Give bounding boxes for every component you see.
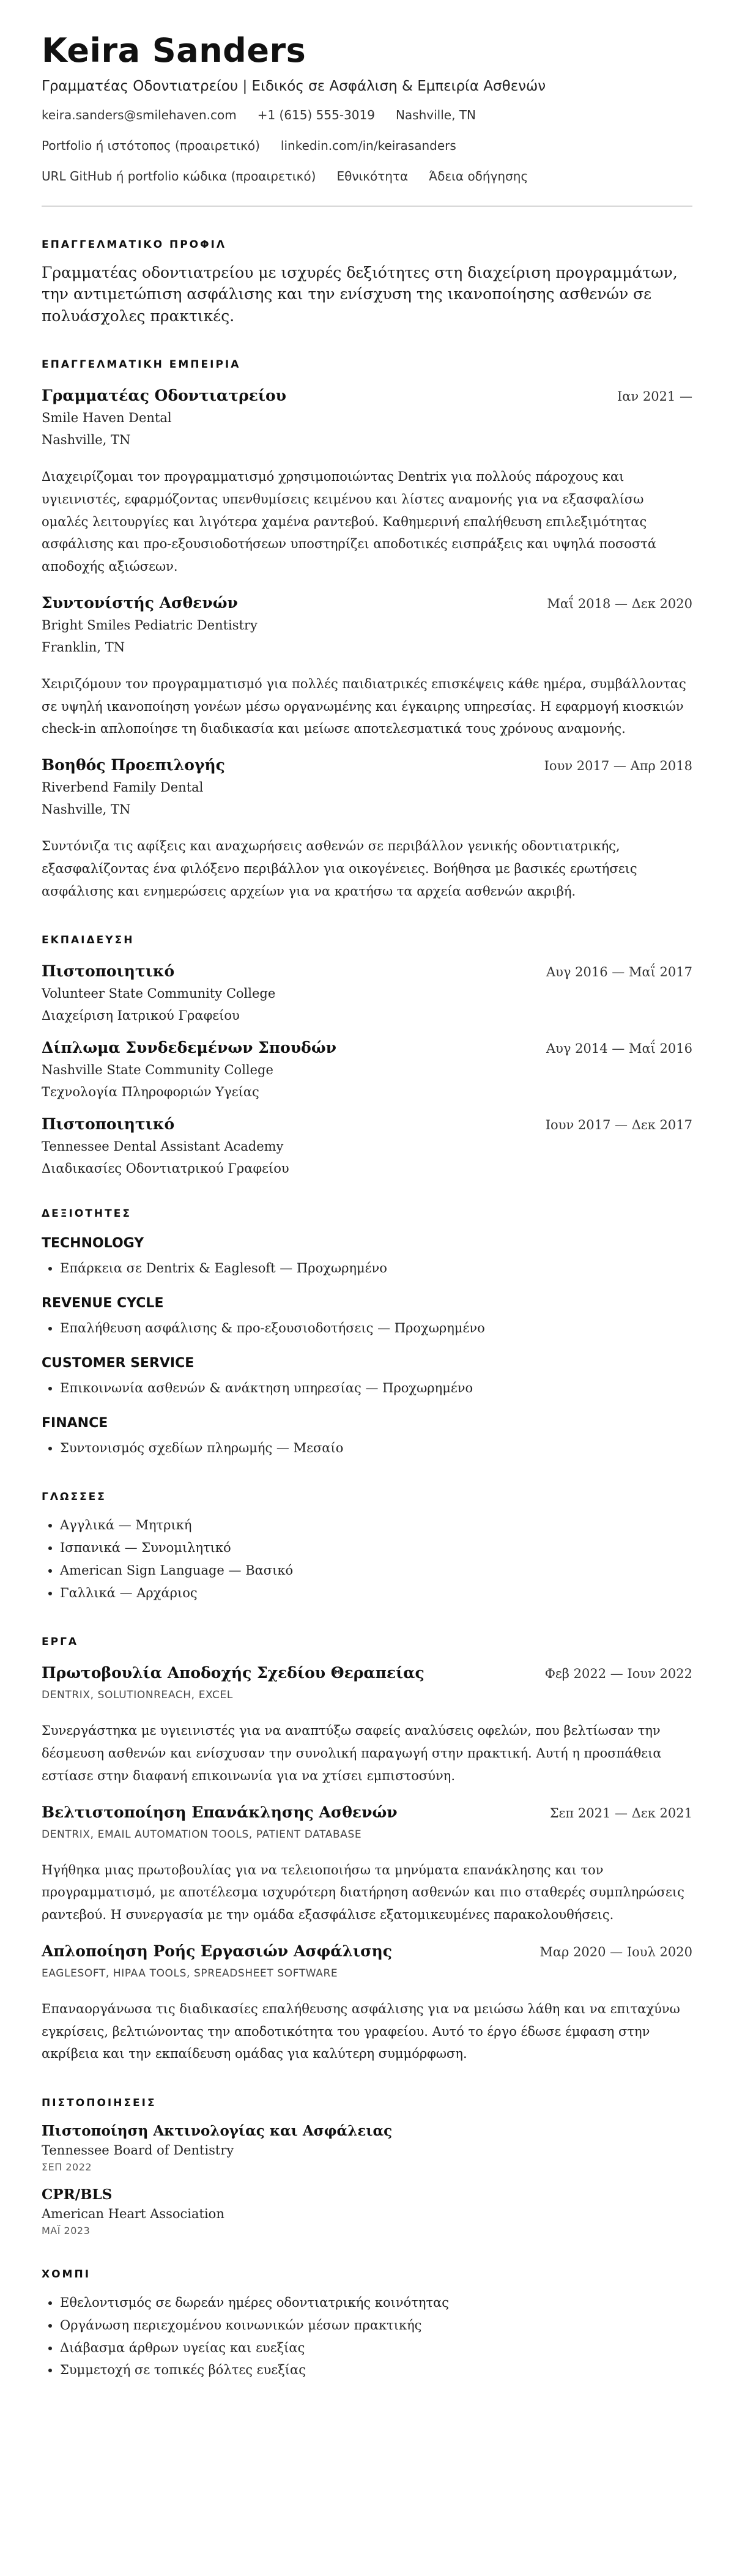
languages-heading: ΓΛΩΣΣΕΣ: [42, 1491, 106, 1504]
experience-entry: [42, 594, 692, 740]
hobby-item: • Οργάνωση περιεχομένου κοινωνικών μέσων πρακτικής: [60, 2314, 692, 2337]
job-location: Franklin, TN: [42, 639, 125, 655]
job-company: Smile Haven Dental: [42, 410, 172, 426]
certification-issuer: Tennessee Board of Dentistry: [42, 2143, 234, 2158]
education-date: Ιουν 2017 — Δεκ 2017: [545, 1118, 692, 1133]
certifications-section: [42, 2097, 692, 2236]
header-divider: [42, 206, 692, 207]
skill-category: CUSTOMER SERVICE: [42, 1355, 195, 1371]
experience-section: [42, 358, 692, 902]
skill-category: FINANCE: [42, 1415, 108, 1431]
hobbies-heading: ΧΟΜΠΙ: [42, 2268, 91, 2281]
field-of-study: Διαδικασίες Οδοντιατρικού Γραφείου: [42, 1161, 289, 1176]
certification-date: ΜΑΪ 2023: [42, 2225, 91, 2237]
projects-section: [42, 1636, 692, 2065]
job-date: Ιουν 2017 — Απρ 2018: [544, 759, 692, 774]
certification-date: ΣΕΠ 2022: [42, 2161, 92, 2173]
project-name: Πρωτοβουλία Αποδοχής Σχεδίου Θεραπείας: [42, 1664, 424, 1682]
job-date: Μαΐ 2018 — Δεκ 2020: [547, 596, 692, 611]
candidate-headline: Γραμματέας Οδοντιατρείου | Ειδικός σε Ασφάλιση & Εμπειρία Ασθενών: [42, 78, 546, 94]
degree-title: Πιστοποιητικό: [42, 1115, 175, 1134]
job-title: Γραμματέας Οδοντιατρείου: [42, 387, 287, 405]
profile-summary: Γραμματέας οδοντιατρείου με ισχυρές δεξιότητες στη διαχείριση προγραμμάτων, την αντιμετώπιση ασφάλισης και την ενίσχυση της ικανοποίησης ασθενών σε πολυάσχολες πρακτικές.: [42, 263, 678, 325]
project-entry: [42, 1664, 692, 1787]
hobby-item: • Εθελοντισμός σε δωρεάν ημέρες οδοντιατρικής κοινότητας: [60, 2292, 692, 2314]
project-date: Φεβ 2022 — Ιουν 2022: [544, 1666, 692, 1682]
job-location: Nashville, TN: [42, 802, 131, 817]
school-name: Tennessee Dental Assistant Academy: [42, 1139, 284, 1154]
hobby-item: • Διάβασμα άρθρων υγείας και ευεξίας: [60, 2337, 692, 2359]
project-tags: EAGLESOFT, HIPAA TOOLS, SPREADSHEET SOFTWARE: [42, 1967, 338, 1980]
project-description: Επαναοργάνωσα τις διαδικασίες επαλήθευσης ασφάλισης για να μειώσω λάθη και να επιταχύνω εγκρίσεις, βελτιώνοντας την αποδοτικότητα του γραφείου. Αυτό το έργο έδωσε έμφαση στην ακρίβεια και την εκπαίδευση ομάδας για καλύτερη συμμόρφωση.: [42, 2001, 680, 2062]
field-of-study: Διαχείριση Ιατρικού Γραφείου: [42, 1008, 240, 1023]
hobbies-section: [42, 2268, 692, 2381]
certification-name: CPR/BLS: [42, 2186, 113, 2203]
projects-heading: ΕΡΓΑ: [42, 1636, 79, 1649]
certification-entry: [42, 2123, 692, 2173]
skill-item: • Επάρκεια σε Dentrix & Eaglesoft — Προχωρημένο: [60, 1257, 692, 1280]
profile-heading: ΕΠΑΓΓΕΛΜΑΤΙΚΟ ΠΡΟΦΙΛ: [42, 238, 227, 251]
education-entry: [42, 962, 692, 1023]
project-name: Βελτιστοποίηση Επανάκλησης Ασθενών: [42, 1803, 398, 1821]
job-date: Ιαν 2021 —: [617, 389, 692, 404]
job-company: Bright Smiles Pediatric Dentistry: [42, 617, 258, 633]
skills-section: [42, 1208, 692, 1459]
project-date: Σεπ 2021 — Δεκ 2021: [549, 1805, 692, 1821]
contact-row: [42, 108, 692, 122]
candidate-name: Keira Sanders: [42, 31, 306, 70]
resume-header: [42, 31, 692, 207]
hobby-item: • Συμμετοχή σε τοπικές βόλτες ευεξίας: [60, 2359, 692, 2381]
project-name: Απλοποίηση Ροής Εργασιών Ασφάλισης: [42, 1942, 392, 1960]
project-description: Ηγήθηκα μιας πρωτοβουλίας για να τελειοποιήσω τα μηνύματα επανάκλησης και τον προγραμματισμό, με αποτέλεσμα ισχυρότερη διατήρηση ασθενών και πιο σταθερές συμπληρώσεις ραντεβού. Η συνεργασία με την ομάδα εξασφάλισε εξατομικευμένες παρακολουθήσεις.: [42, 1862, 684, 1923]
job-company: Riverbend Family Dental: [42, 780, 204, 795]
certifications-heading: ΠΙΣΤΟΠΟΙΗΣΕΙΣ: [42, 2097, 157, 2110]
education-date: Αυγ 2016 — Μαΐ 2017: [546, 965, 692, 980]
certification-entry: [42, 2186, 692, 2236]
language-item: • Αγγλικά — Μητρική: [60, 1514, 692, 1537]
license-text: Άδεια οδήγησης: [429, 168, 528, 184]
skill-item: • Συντονισμός σχεδίων πληρωμής — Μεσαίο: [60, 1437, 692, 1460]
skill-category: REVENUE CYCLE: [42, 1296, 164, 1312]
education-section: [42, 934, 692, 1176]
certification-issuer: American Heart Association: [42, 2207, 224, 2222]
job-title: Βοηθός Προεπιλογής: [42, 756, 225, 774]
school-name: Volunteer State Community College: [42, 986, 276, 1001]
location-text: Nashville, TN: [395, 107, 476, 122]
certification-name: Πιστοποίηση Ακτινολογίας και Ασφάλειας: [42, 2123, 393, 2140]
email-link[interactable]: keira.sanders@smilehaven.com: [42, 107, 237, 122]
extra-row: [42, 169, 692, 184]
degree-title: Πιστοποιητικό: [42, 962, 175, 981]
language-item: • Γαλλικά — Αρχάριος: [60, 1582, 692, 1605]
skill-item: • Επικοινωνία ασθενών & ανάκτηση υπηρεσίας — Προχωρημένο: [60, 1377, 692, 1400]
nationality-text: Εθνικότητα: [336, 168, 409, 184]
language-item: • American Sign Language — Βασικό: [60, 1559, 692, 1582]
job-description: Διαχειρίζομαι τον προγραμματισμό χρησιμοποιώντας Dentrix για πολλούς πάροχους και υγιεινιστές, εφαρμόζοντας υπενθυμίσεις κειμένου και λίστες αναμονής για να εξασφαλίσω ομαλές λειτουργίες και λιγότερα χαμένα ραντεβού. Καθημερινή επαλήθευση επιλεξιμότητας ασφάλισης και προ-εξουσιοδοτήσεων υποστηρίζει αποδοτικές εισπράξεις και υψηλά ποσοστά αποδοχής αξιώσεων.: [42, 469, 657, 574]
project-date: Μαρ 2020 — Ιουλ 2020: [539, 1944, 692, 1959]
skill-item: • Επαλήθευση ασφάλισης & προ-εξουσιοδοτήσεις — Προχωρημένο: [60, 1317, 692, 1340]
education-entry: [42, 1115, 692, 1176]
language-item: • Ισπανικά — Συνομιλητικό: [60, 1537, 692, 1559]
experience-entry: [42, 387, 692, 578]
experience-entry: [42, 756, 692, 902]
job-description: Συντόνιζα τις αφίξεις και αναχωρήσεις ασθενών σε περιβάλλον γενικής οδοντιατρικής, εξασφαλίζοντας ένα φιλόξενο περιβάλλον για οικογένειες. Βοήθησα με βασικές ερωτήσεις ασφάλισης και ενημερώσεις αρχείων για να κρατήσω τα αρχεία ασθενών ακριβή.: [42, 839, 637, 899]
skill-category: TECHNOLOGY: [42, 1236, 144, 1252]
job-description: Χειριζόμουν τον προγραμματισμό για πολλές παιδιατρικές επισκέψεις κάθε ημέρα, συμβάλλοντας σε υψηλή ικανοποίηση γονέων μέσω οργανωμένης και έγκαιρης υπηρεσίας. Η εφαρμογή κιοσκιών check-in απλοποίησε τη διαδικασία και μείωσε αποτελεσματικά τους χρόνους αναμονής.: [42, 676, 686, 737]
linkedin-link[interactable]: linkedin.com/in/keirasanders: [280, 138, 456, 153]
project-tags: DENTRIX, SOLUTIONREACH, EXCEL: [42, 1689, 233, 1702]
job-title: Συντονίστής Ασθενών: [42, 593, 238, 612]
portfolio-link[interactable]: Portfolio ή ιστότοπος (προαιρετικό): [42, 138, 260, 153]
languages-section: [42, 1491, 692, 1604]
education-date: Αυγ 2014 — Μαΐ 2016: [546, 1041, 692, 1056]
project-entry: [42, 1803, 692, 1926]
github-link[interactable]: URL GitHub ή portfolio κώδικα (προαιρετικό): [42, 168, 316, 184]
job-location: Nashville, TN: [42, 432, 131, 448]
field-of-study: Τεχνολογία Πληροφοριών Υγείας: [42, 1085, 259, 1100]
experience-heading: ΕΠΑΓΓΕΛΜΑΤΙΚΗ ΕΜΠΕΙΡΙΑ: [42, 358, 241, 371]
project-tags: DENTRIX, EMAIL AUTOMATION TOOLS, PATIENT DATABASE: [42, 1828, 362, 1841]
profile-section: [42, 239, 692, 327]
education-entry: [42, 1039, 692, 1099]
project-description: Συνεργάστηκα με υγιεινιστές για να αναπτύξω σαφείς αναλύσεις οφελών, που βελτίωσαν την δέσμευση ασθενών και ενίσχυσαν την συνολική παραγωγή στην πρακτική. Αυτή η προσπάθεια εστίασε στην διαφανή επικοινωνία για να χτίσει εμπιστοσύνη.: [42, 1723, 662, 1783]
links-row: [42, 138, 692, 153]
skills-heading: ΔΕΞΙΟΤΗΤΕΣ: [42, 1208, 132, 1220]
phone-link[interactable]: +1 (615) 555-3019: [257, 107, 375, 122]
degree-title: Δίπλωμα Συνδεδεμένων Σπουδών: [42, 1039, 336, 1057]
project-entry: [42, 1942, 692, 2065]
education-heading: ΕΚΠΑΙΔΕΥΣΗ: [42, 934, 135, 947]
school-name: Nashville State Community College: [42, 1063, 273, 1078]
